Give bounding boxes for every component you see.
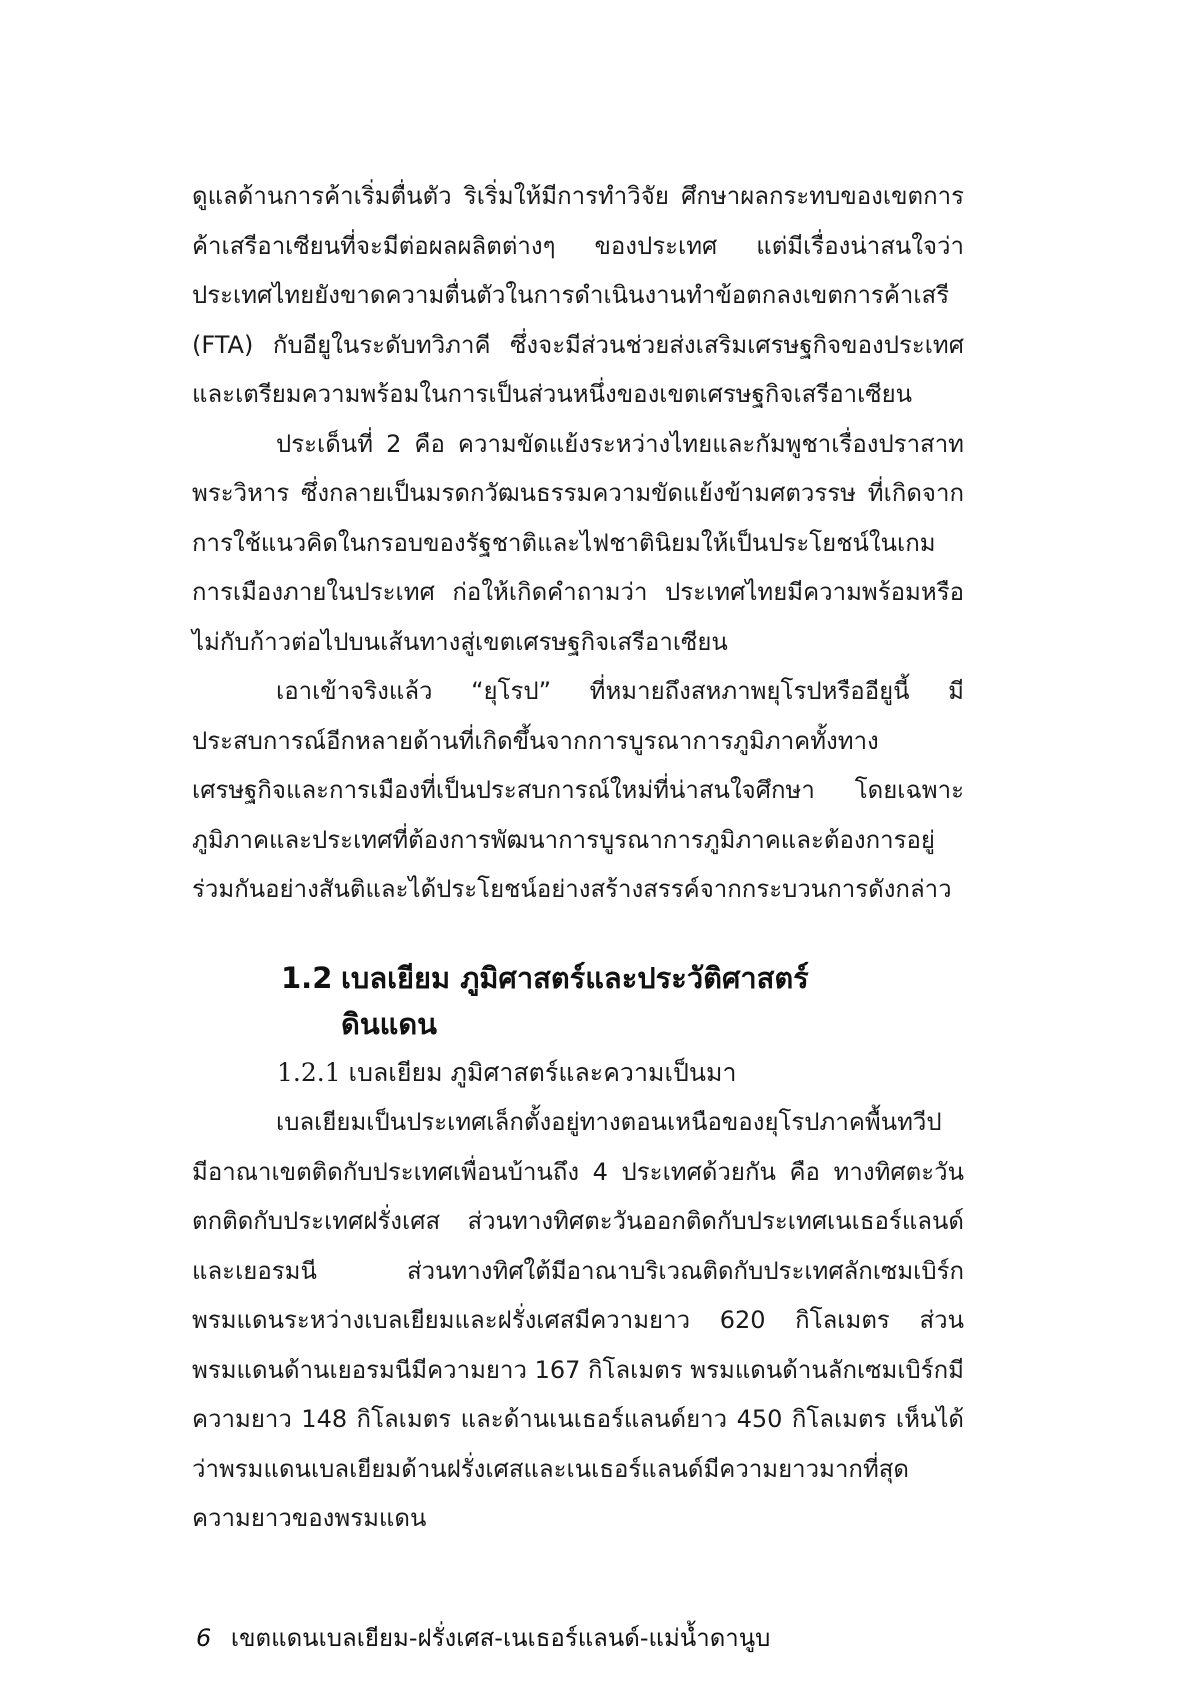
section-heading bbox=[281, 955, 941, 1047]
subsection-heading: 1.2.1 เบลเยียม ภูมิศาสตร์และความเป็นมา bbox=[277, 1058, 737, 1087]
section-title-line1: เบลเยียม ภูมิศาสตร์และประวัติศาสตร์ bbox=[341, 961, 809, 995]
section-number: 1.2 bbox=[281, 961, 333, 995]
paragraph-2: ประเด็นที่ 2 คือ ความขัดแย้งระหว่างไทยและกัมพูชาเรื่องปราสาทพระวิหาร ซึ่งกลายเป็นมรดกวัฒนธรรมความขัดแย้งข้ามศตวรรษ ที่เกิดจากการใช้แนวคิดในกรอบของรัฐชาติและไฟชาตินิยมให้เป็นประโยชน์ในเกมการเมืองภายในประเทศ ก่อให้เกิดคำถามว่า ประเทศไทยมีความพร้อมหรือไม่กับก้าวต่อไปบนเส้นทางสู่เขตเศรษฐกิจเสรีอาเซียน bbox=[192, 429, 964, 656]
page-number: 6 bbox=[196, 1624, 212, 1652]
paragraph-4: เบลเยียมเป็นประเทศเล็กตั้งอยู่ทางตอนเหนือของยุโรปภาคพื้นทวีป มีอาณาเขตติดกับประเทศเพื่อนบ้านถึง 4 ประเทศด้วยกัน คือ ทางทิศตะวันตกติดกับประเทศฝรั่งเศส ส่วนทางทิศตะวันออกติดกับประเทศเนเธอร์แลนด์และเยอรมนี ส่วนทางทิศใต้มีอาณาบริเวณติดกับประเทศลักเซมเบิร์ก พรมแดนระหว่างเบลเยียมและฝรั่งเศสมีความยาว 620 กิโลเมตร ส่วนพรมแดนด้านเยอรมนีมีความยาว 167 กิโลเมตร พรมแดนด้านลักเซมเบิร์กมีความยาว 148 กิโลเมตร และด้านเนเธอร์แลนด์ยาว 450 กิโลเมตร เห็นได้ว่าพรมแดนเบลเยียมด้านฝรั่งเศสและเนเธอร์แลนด์มีความยาวมากที่สุด ความยาวของพรมแดน bbox=[192, 1108, 964, 1532]
running-title: เขตแดนเบลเยียม-ฝรั่งเศส-เนเธอร์แลนด์-แม่น้ำดานูบ bbox=[230, 1624, 771, 1652]
paragraph-3: เอาเข้าจริงแล้ว “ยุโรป” ที่หมายถึงสหภาพยุโรปหรืออียูนี้ มีประสบการณ์อีกหลายด้านที่เกิดขึ้นจากการบูรณาการภูมิภาคทั้งทางเศรษฐกิจและการเมืองที่เป็นประสบการณ์ใหม่ที่น่าสนใจศึกษา โดยเฉพาะภูมิภาคและประเทศที่ต้องการพัฒนาการบูรณาการภูมิภาคและต้องการอยู่ร่วมกันอย่างสันติและได้ประโยชน์อย่างสร้างสรรค์จากกระบวนการดังกล่าว bbox=[192, 677, 964, 903]
body-text-top bbox=[192, 172, 964, 915]
paragraph-1: ดูแลด้านการค้าเริ่มตื่นตัว ริเริ่มให้มีการทำวิจัย ศึกษาผลกระทบของเขตการค้าเสรีอาเซียนที่จะมีต่อผลผลิตต่างๆ ของประเทศ แต่มีเรื่องน่าสนใจว่าประเทศไทยยังขาดความตื่นตัวในการดำเนินงานทำข้อตกลงเขตการค้าเสรี (FTA) กับอียูในระดับทวิภาคี ซึ่งจะมีส่วนช่วยส่งเสริมเศรษฐกิจของประเทศและเตรียมความพร้อมในการเป็นส่วนหนึ่งของเขตเศรษฐกิจเสรีอาเซียน bbox=[192, 182, 964, 408]
body-text-bottom bbox=[192, 1098, 964, 1544]
section-title-line2: ดินแดน bbox=[341, 1007, 438, 1041]
page-footer bbox=[196, 1620, 770, 1656]
